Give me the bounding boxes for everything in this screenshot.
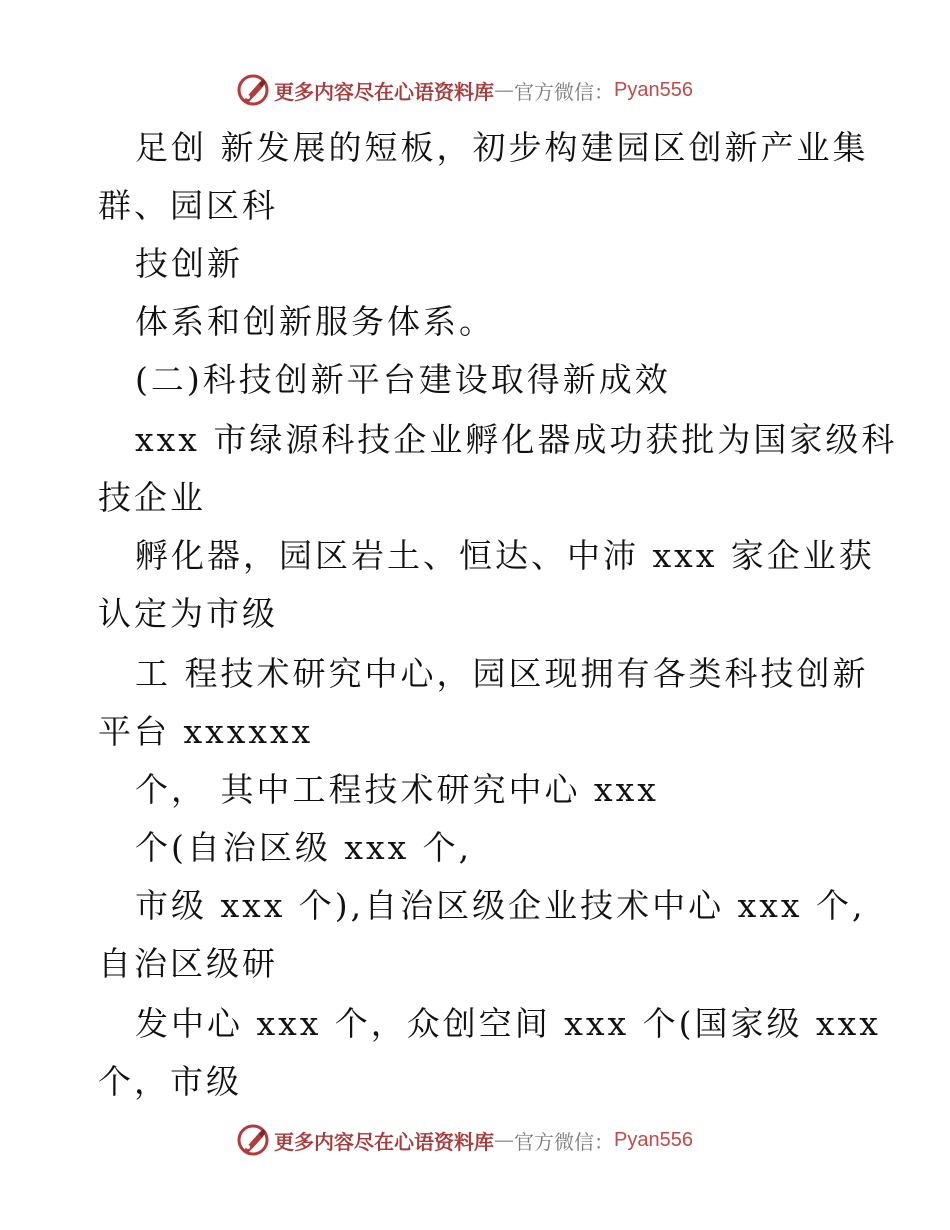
banner-wechat-id: Pyan556 xyxy=(614,78,693,101)
body-line: 自治区级研 xyxy=(98,944,278,983)
banner-main-text: 更多内容尽在心语资料库 xyxy=(274,1129,494,1154)
section-heading: (二)科技创新平台建设取得新成效 xyxy=(135,360,671,399)
body-line: xxx 市绿源科技企业孵化器成功获批为国家级科 xyxy=(135,420,898,459)
banner-main-text: 更多内容尽在心语资料库 xyxy=(274,79,494,104)
footer-banner-content xyxy=(236,1120,693,1160)
body-line: 孵化器，园区岩土、恒达、中沛 xxx 家企业获 xyxy=(135,536,875,575)
body-line: 认定为市级 xyxy=(98,594,278,633)
body-line: 市级 xxx 个),自治区级企业技术中心 xxx 个, xyxy=(135,886,866,925)
body-line: 个， 其中工程技术研究中心 xxx xyxy=(135,770,659,809)
body-line: 发中心 xxx 个，众创空间 xxx 个(国家级 xxx xyxy=(135,1004,881,1043)
body-line: 技企业 xyxy=(98,478,206,517)
body-line: 个(自治区级 xxx 个, xyxy=(135,828,473,867)
body-line: 足创 新发展的短板，初步构建园区创新产业集 xyxy=(135,128,869,167)
banner-separator: — xyxy=(494,1128,514,1152)
banner-wechat-label: 官方微信： xyxy=(514,79,614,104)
body-line: 个，市级 xyxy=(98,1062,242,1101)
body-line: 群、园区科 xyxy=(98,186,278,225)
body-line: 平台 xxxxxx xyxy=(98,712,314,751)
banner-wechat-label: 官方微信： xyxy=(514,1129,614,1154)
body-line: 体系和创新服务体系。 xyxy=(135,302,495,341)
body-line: 工 程技术研究中心，园区现拥有各类科技创新 xyxy=(135,654,869,693)
footer-banner xyxy=(0,1120,950,1160)
pen-logo-icon xyxy=(236,1123,270,1157)
body-line: 技创新 xyxy=(135,244,243,283)
banner-wechat-id: Pyan556 xyxy=(614,1128,693,1151)
banner-separator: — xyxy=(494,78,514,102)
